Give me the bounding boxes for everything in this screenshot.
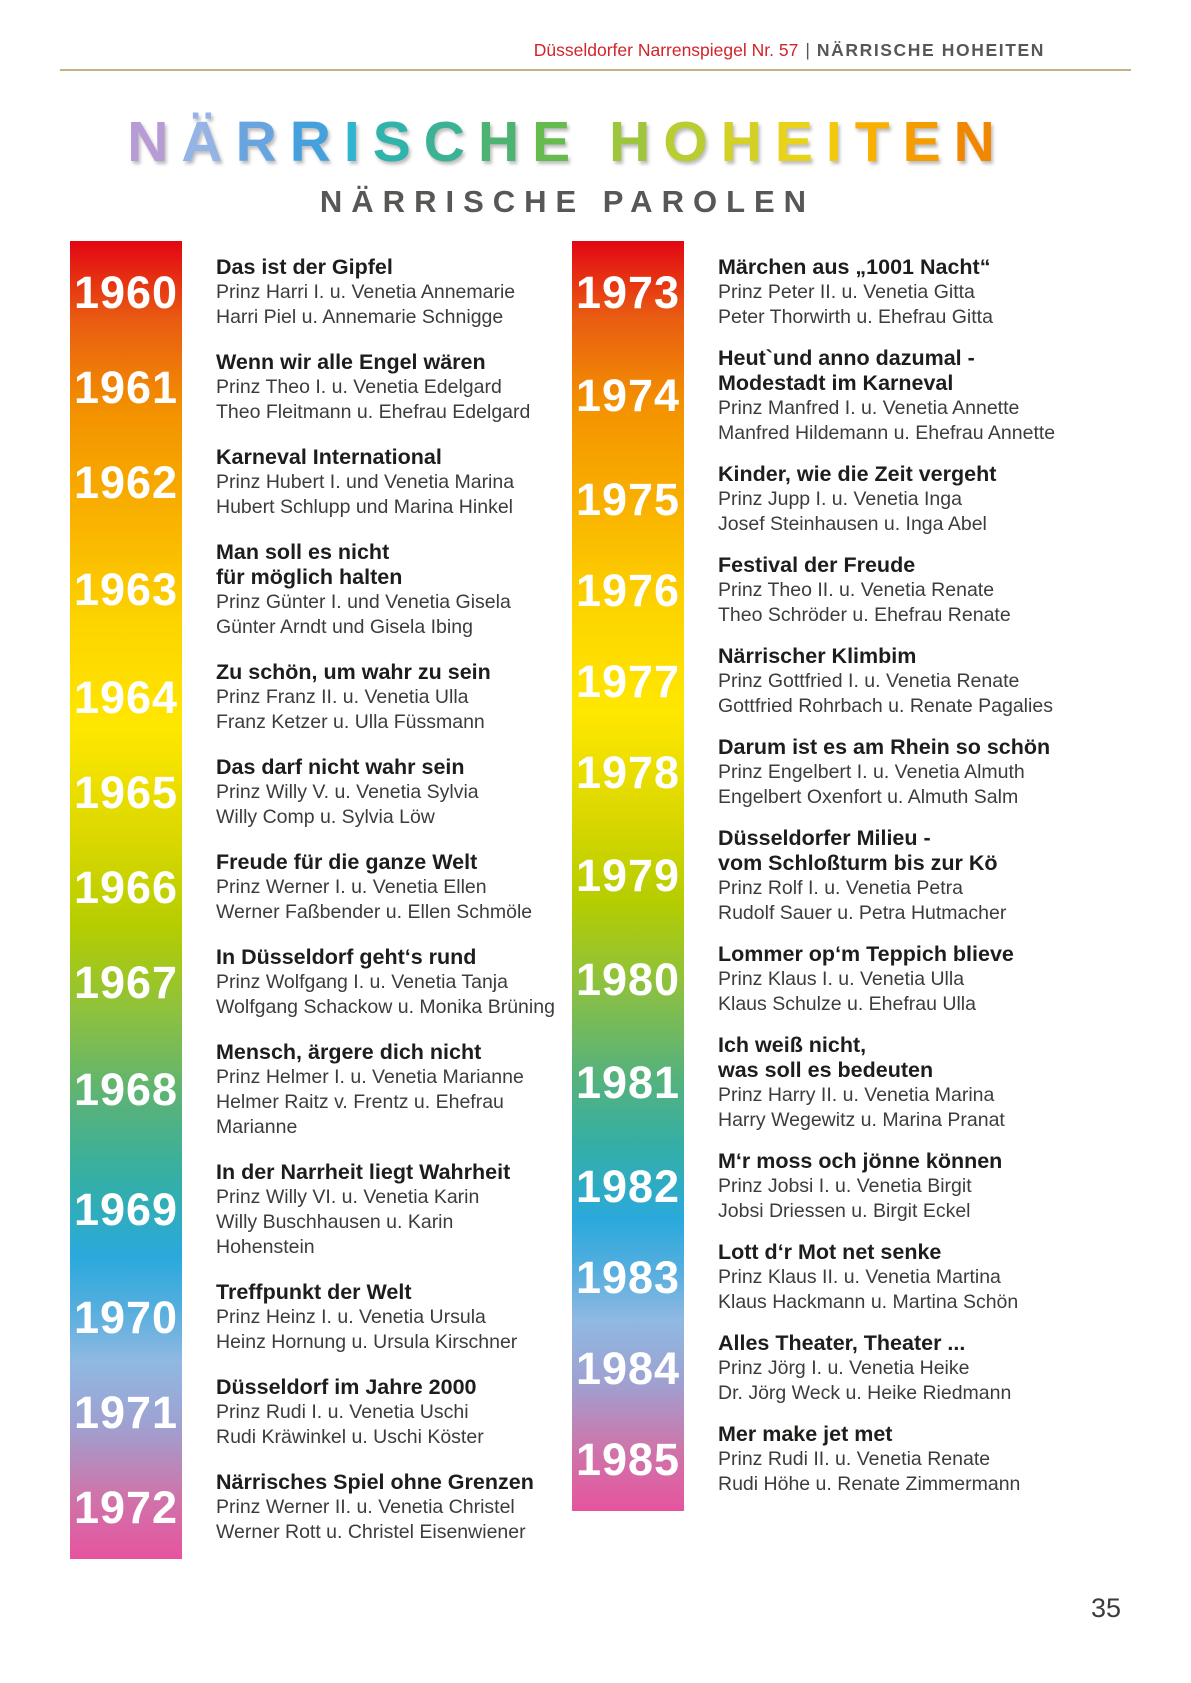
header-rule: [60, 69, 1131, 71]
entry-royal-couple-line: Prinz Klaus II. u. Venetia Martina: [718, 1266, 1001, 1288]
page-number: 35: [1090, 1593, 1121, 1623]
entry-year: 1971: [73, 1386, 179, 1438]
entry-motto-line: Darum ist es am Rhein so schön: [718, 735, 1051, 759]
entry-text: [718, 1149, 1120, 1224]
entry-civil-names-line: Werner Faßbender u. Ellen Schmöle: [216, 901, 533, 923]
entry-motto-line: Man soll es nicht: [216, 540, 390, 564]
title-letter: R: [235, 110, 277, 174]
timeline-entry: [70, 350, 555, 425]
entry-royal-couple-line: Prinz Hubert I. und Venetia Marina: [216, 471, 515, 493]
timeline-entry: [70, 1470, 555, 1545]
entry-motto-line: Das ist der Gipfel: [216, 255, 393, 279]
entry-motto-line: In Düsseldorf geht‘s rund: [216, 945, 477, 969]
entry-motto-line: Zu schön, um wahr zu sein: [216, 660, 491, 684]
entry-text: [718, 942, 1120, 1017]
entry-civil-names-line: Willy Buschhausen u. Karin Hohenstein: [216, 1211, 454, 1258]
entries-left: [70, 255, 555, 1545]
entry-motto-line: Freude für die ganze Welt: [216, 850, 478, 874]
entry-civil-names-line: Peter Thorwirth u. Ehefrau Gitta: [718, 306, 993, 328]
entry-motto-line: für möglich halten: [216, 565, 403, 589]
timeline-entry: [572, 644, 1120, 719]
entry-text: [718, 1422, 1120, 1497]
entry-text: [216, 850, 555, 925]
entry-royal-couple-line: Prinz Wolfgang I. u. Venetia Tanja: [216, 971, 508, 993]
timeline-entry: [70, 540, 555, 640]
timeline-entry: [572, 346, 1120, 446]
entry-text: [216, 660, 555, 735]
title-letter: N: [953, 110, 995, 174]
timeline-entry: [572, 826, 1120, 926]
entry-royal-couple-line: Prinz Rudi II. u. Venetia Renate: [718, 1448, 991, 1470]
entry-civil-names-line: Wolfgang Schackow u. Monika Brüning: [216, 996, 555, 1018]
entry-motto-line: Heut`und anno dazumal -: [718, 346, 975, 370]
entry-royal-couple-line: Prinz Theo II. u. Venetia Renate: [718, 579, 995, 601]
entry-motto-line: Mensch, ärgere dich nicht: [216, 1040, 482, 1064]
entry-royal-couple-line: Prinz Werner I. u. Venetia Ellen: [216, 876, 487, 898]
entry-year: 1972: [73, 1481, 179, 1533]
entry-royal-couple-line: Prinz Gottfried I. u. Venetia Renate: [718, 670, 1020, 692]
entry-civil-names-line: Rudi Höhe u. Renate Zimmermann: [718, 1473, 1021, 1495]
entry-royal-couple-line: Prinz Harri I. u. Venetia Annemarie: [216, 281, 516, 303]
timeline-entry: [572, 1331, 1120, 1406]
title-letter: O: [663, 110, 708, 174]
entry-text: [216, 350, 555, 425]
entry-royal-couple-line: Prinz Theo I. u. Venetia Edelgard: [216, 376, 502, 398]
entry-text: [718, 1240, 1120, 1315]
entry-royal-couple-line: Prinz Jörg I. u. Venetia Heike: [718, 1357, 970, 1379]
entry-motto-line: Modestadt im Karneval: [718, 371, 954, 395]
entry-royal-couple-line: Prinz Franz II. u. Venetia Ulla: [216, 686, 469, 708]
timeline-entry: [70, 1280, 555, 1355]
title-letter: C: [423, 110, 465, 174]
entry-motto-line: was soll es bedeuten: [718, 1058, 934, 1082]
entry-motto-line: Ich weiß nicht,: [718, 1033, 867, 1057]
entry-year: 1980: [575, 953, 681, 1005]
entry-motto-line: In der Narrheit liegt Wahrheit: [216, 1160, 511, 1184]
entry-text: [718, 826, 1120, 926]
entry-civil-names-line: Harri Piel u. Annemarie Schnigge: [216, 306, 504, 328]
entry-civil-names-line: Theo Schröder u. Ehefrau Renate: [718, 604, 1011, 626]
entry-motto-line: Karneval International: [216, 445, 442, 469]
entry-royal-couple-line: Prinz Klaus I. u. Venetia Ulla: [718, 968, 965, 990]
entry-civil-names-line: Rudi Kräwinkel u. Uschi Köster: [216, 1426, 484, 1448]
entry-year: 1968: [73, 1064, 179, 1115]
entry-royal-couple-line: Prinz Jobsi I. u. Venetia Birgit: [718, 1175, 972, 1197]
entry-civil-names-line: Josef Steinhausen u. Inga Abel: [718, 513, 987, 535]
entry-year: 1983: [575, 1251, 681, 1303]
entry-motto-line: Düsseldorf im Jahre 2000: [216, 1375, 477, 1399]
entry-royal-couple-line: Prinz Harry II. u. Venetia Marina: [718, 1084, 995, 1106]
entry-civil-names-line: Günter Arndt und Gisela Ibing: [216, 616, 473, 638]
entry-text: [216, 755, 555, 830]
entry-year: 1978: [575, 746, 681, 798]
entry-text: [718, 255, 1120, 330]
title-block: [30, 112, 1105, 220]
entry-text: [216, 445, 555, 520]
entry-year: 1976: [575, 564, 681, 616]
timeline-entry: [572, 255, 1120, 330]
timeline-entry: [572, 462, 1120, 537]
header-section-label: NÄRRISCHE HOHEITEN: [816, 40, 1045, 60]
entry-motto-line: Märchen aus „1001 Nacht“: [718, 255, 991, 279]
entry-motto-line: Lott d‘r Mot net senke: [718, 1240, 942, 1264]
entry-civil-names-line: Theo Fleitmann u. Ehefrau Edelgard: [216, 401, 531, 423]
timeline-entry: [70, 1160, 555, 1260]
entry-year: 1962: [73, 456, 179, 508]
entry-motto-line: Mer make jet met: [718, 1422, 893, 1446]
entry-year: 1963: [73, 564, 179, 615]
entry-text: [216, 1375, 555, 1450]
title-letter: H: [720, 110, 762, 174]
entry-year: 1981: [575, 1057, 681, 1108]
entry-text: [718, 735, 1120, 810]
entry-text: [216, 255, 555, 330]
entry-motto-line: Treffpunkt der Welt: [216, 1280, 412, 1304]
title-letter: E: [774, 110, 813, 174]
entry-royal-couple-line: Prinz Rudi I. u. Venetia Uschi: [216, 1401, 469, 1423]
timeline-entry: [572, 1240, 1120, 1315]
entry-motto-line: Festival der Freude: [718, 553, 916, 577]
entry-civil-names-line: Franz Ketzer u. Ulla Füssmann: [216, 711, 485, 733]
entry-royal-couple-line: Prinz Rolf I. u. Venetia Petra: [718, 877, 963, 899]
title-letter: E: [532, 110, 571, 174]
timeline-entry: [70, 255, 555, 330]
entry-motto-line: vom Schloßturm bis zur Kö: [718, 851, 998, 875]
entry-royal-couple-line: Prinz Jupp I. u. Venetia Inga: [718, 488, 962, 510]
timeline-entry: [70, 755, 555, 830]
entry-year: 1973: [575, 266, 681, 318]
timeline-entry: [572, 942, 1120, 1017]
entry-motto-line: M‘r moss och jönne können: [718, 1149, 1003, 1173]
timeline-column-left: [70, 241, 555, 1559]
entry-text: [216, 1470, 555, 1545]
entry-civil-names-line: Heinz Hornung u. Ursula Kirschner: [216, 1331, 518, 1353]
entry-motto-line: Kinder, wie die Zeit vergeht: [718, 462, 997, 486]
header-issue-label: Düsseldorfer Narrenspiegel Nr. 57: [533, 40, 799, 60]
entry-civil-names-line: Helmer Raitz v. Frentz u. Ehefrau Marianne: [216, 1091, 504, 1138]
entry-text: [216, 945, 555, 1020]
entry-year: 1970: [73, 1291, 179, 1343]
entry-year: 1974: [575, 370, 681, 421]
page-title: [30, 112, 1105, 172]
timeline-entry: [572, 1422, 1120, 1497]
entry-year: 1969: [73, 1184, 179, 1235]
page-subtitle: NÄRRISCHE PAROLEN: [319, 184, 816, 219]
title-letter: I: [343, 110, 360, 174]
entry-motto-line: Närrisches Spiel ohne Grenzen: [216, 1470, 534, 1494]
entry-year: 1961: [73, 361, 179, 413]
entry-year: 1979: [575, 850, 681, 901]
timeline-entry: [70, 1375, 555, 1450]
entry-civil-names-line: Rudolf Sauer u. Petra Hutmacher: [718, 902, 1007, 924]
entry-year: 1965: [73, 766, 179, 818]
entry-text: [718, 1033, 1120, 1133]
entry-royal-couple-line: Prinz Helmer I. u. Venetia Marianne: [216, 1066, 524, 1088]
entry-civil-names-line: Willy Comp u. Sylvia Löw: [216, 806, 435, 828]
entry-year: 1977: [575, 655, 681, 707]
timeline-entry: [70, 445, 555, 520]
title-letter: H: [477, 110, 520, 174]
entry-civil-names-line: Engelbert Oxenfort u. Almuth Salm: [718, 786, 1019, 808]
entry-royal-couple-line: Prinz Heinz I. u. Venetia Ursula: [216, 1306, 486, 1328]
title-letter: Ä: [181, 110, 223, 174]
entry-civil-names-line: Manfred Hildemann u. Ehefrau Annette: [718, 422, 1056, 444]
entry-royal-couple-line: Prinz Günter I. und Venetia Gisela: [216, 591, 511, 613]
title-letter: E: [902, 110, 941, 174]
entry-royal-couple-line: Prinz Peter II. u. Venetia Gitta: [718, 281, 975, 303]
entry-motto-line: Düsseldorfer Milieu -: [718, 826, 931, 850]
title-letter: N: [127, 110, 169, 174]
timeline-entry: [70, 945, 555, 1020]
timeline-entry: [572, 553, 1120, 628]
timeline-entry: [572, 735, 1120, 810]
entry-text: [216, 1280, 555, 1355]
entry-civil-names-line: Gottfried Rohrbach u. Renate Pagalies: [718, 695, 1053, 717]
entry-text: [216, 540, 555, 640]
entry-text: [216, 1040, 555, 1140]
title-letter: R: [289, 110, 331, 174]
entry-year: 1982: [575, 1160, 681, 1212]
timeline-entry: [70, 660, 555, 735]
entry-motto-line: Alles Theater, Theater ...: [718, 1331, 966, 1355]
entry-motto-line: Närrischer Klimbim: [718, 644, 917, 668]
timeline-entry: [70, 1040, 555, 1140]
entry-year: 1964: [73, 671, 179, 723]
entry-royal-couple-line: Prinz Engelbert I. u. Venetia Almuth: [718, 761, 1025, 783]
entry-text: [216, 1160, 555, 1260]
entry-civil-names-line: Werner Rott u. Christel Eisenwiener: [216, 1521, 526, 1543]
entries-right: [572, 255, 1120, 1497]
header-separator: |: [805, 40, 810, 60]
entry-year: 1975: [575, 473, 681, 525]
entry-year: 1966: [73, 861, 179, 913]
timeline-column-right: [572, 241, 1120, 1511]
entry-year: 1967: [73, 956, 179, 1008]
entry-civil-names-line: Harry Wegewitz u. Marina Pranat: [718, 1109, 1005, 1131]
title-letter: T: [854, 110, 890, 174]
entry-text: [718, 1331, 1120, 1406]
entry-year: 1984: [575, 1342, 681, 1394]
entry-motto-line: Das darf nicht wahr sein: [216, 755, 465, 779]
entry-year: 1985: [575, 1433, 681, 1485]
entry-civil-names-line: Klaus Hackmann u. Martina Schön: [718, 1291, 1019, 1313]
entry-civil-names-line: Hubert Schlupp und Marina Hinkel: [216, 496, 513, 518]
title-letter: H: [609, 110, 651, 174]
entry-royal-couple-line: Prinz Willy VI. u. Venetia Karin: [216, 1186, 480, 1208]
entry-text: [718, 462, 1120, 537]
timeline-entry: [70, 850, 555, 925]
entry-text: [718, 346, 1120, 446]
timeline-entry: [572, 1033, 1120, 1133]
timeline-entry: [572, 1149, 1120, 1224]
entry-royal-couple-line: Prinz Manfred I. u. Venetia Annette: [718, 397, 1020, 419]
page-header: [534, 40, 1045, 61]
entry-text: [718, 553, 1120, 628]
entry-motto-line: Lommer op‘m Teppich blieve: [718, 942, 1014, 966]
entry-civil-names-line: Dr. Jörg Weck u. Heike Riedmann: [718, 1382, 1012, 1404]
entry-motto-line: Wenn wir alle Engel wären: [216, 350, 486, 374]
entry-year: 1960: [73, 266, 179, 318]
entry-civil-names-line: Klaus Schulze u. Ehefrau Ulla: [718, 993, 976, 1015]
entry-royal-couple-line: Prinz Willy V. u. Venetia Sylvia: [216, 781, 479, 803]
title-letter: S: [372, 110, 411, 174]
entry-royal-couple-line: Prinz Werner II. u. Venetia Christel: [216, 1496, 515, 1518]
title-letter: I: [825, 110, 842, 174]
entry-text: [718, 644, 1120, 719]
entry-civil-names-line: Jobsi Driessen u. Birgit Eckel: [718, 1200, 971, 1222]
